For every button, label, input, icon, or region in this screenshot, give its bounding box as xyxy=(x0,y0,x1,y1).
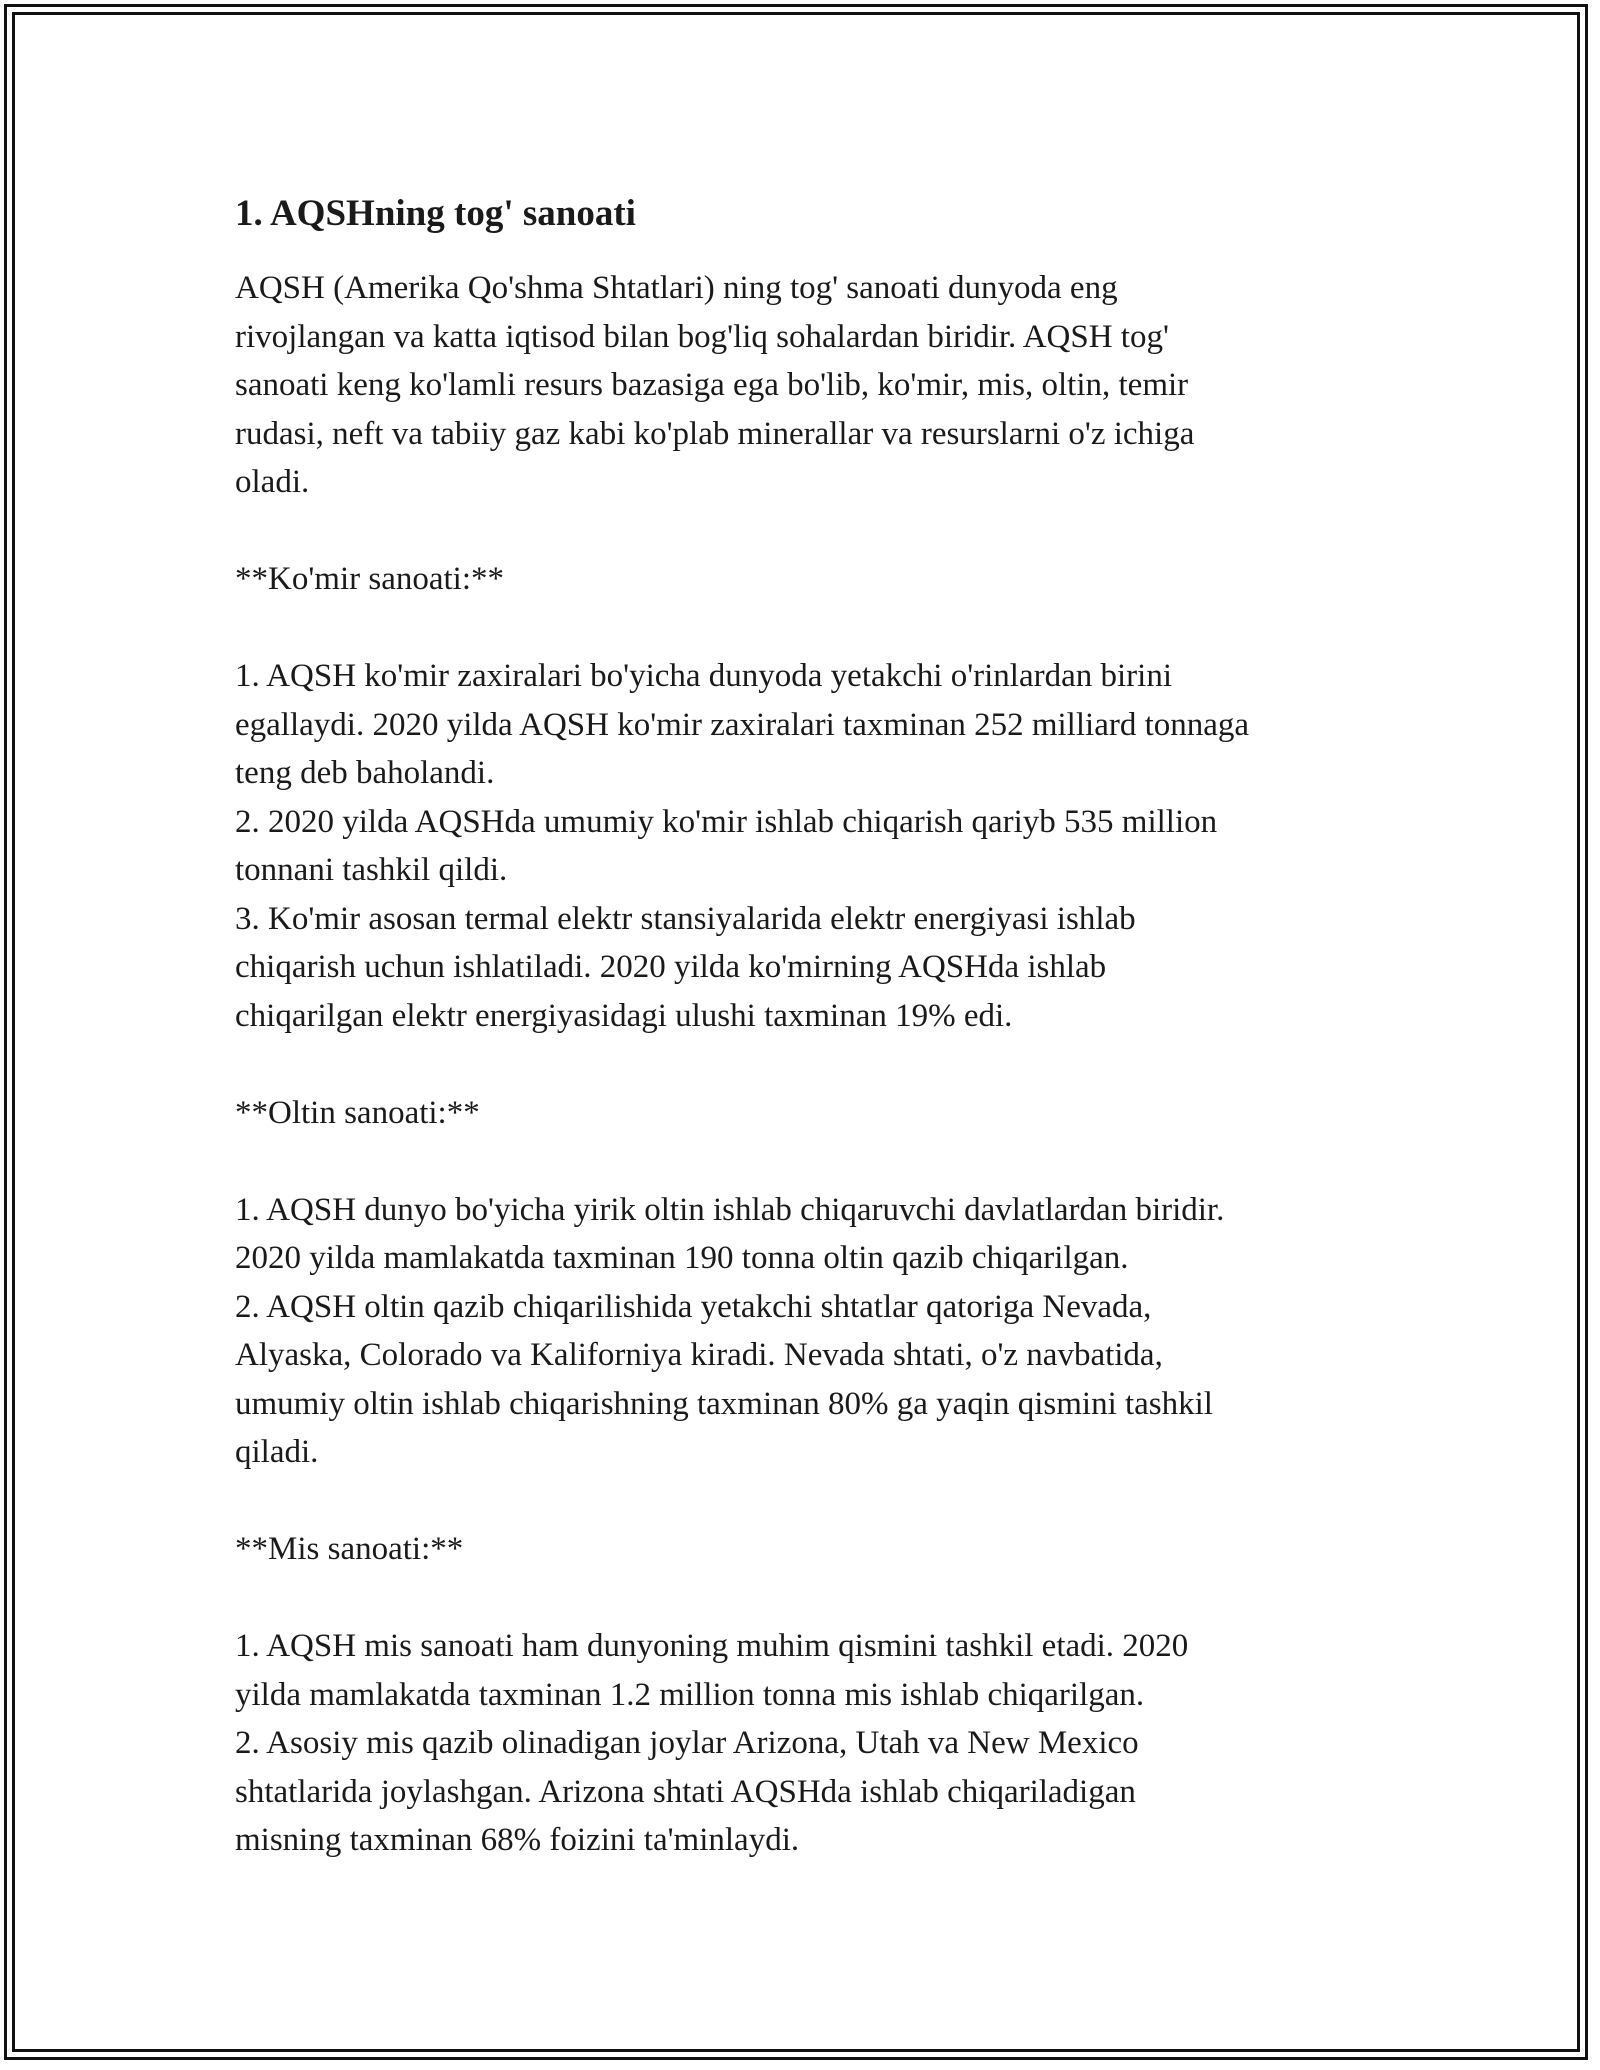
section-heading: **Mis sanoati:** xyxy=(235,1531,464,1567)
intro-line: oladi. xyxy=(235,464,310,500)
section-line: egallaydi. 2020 yilda AQSH ko'mir zaxiralari taxminan 252 milliard tonnaga xyxy=(235,706,1250,743)
section-line: yilda mamlakatda taxminan 1.2 million tonna mis ishlab chiqarilgan. xyxy=(235,1676,1145,1713)
blank-line xyxy=(235,1477,1385,1526)
section-line: 2. AQSH oltin qazib chiqarilishida yetakchi shtatlar qatoriga Nevada, xyxy=(235,1288,1152,1325)
section-gold xyxy=(235,1089,1385,1477)
section-line: shtatlarida joylashgan. Arizona shtati AQSHda ishlab chiqariladigan xyxy=(235,1773,1136,1810)
section-line: chiqarish uchun ishlatiladi. 2020 yilda ko'mirning AQSHda ishlab xyxy=(235,949,1107,985)
document-body xyxy=(235,186,1385,1865)
section-line: 1. AQSH ko'mir zaxiralari bo'yicha dunyoda yetakchi o'rinlardan birini xyxy=(235,658,1173,694)
section-line: 1. AQSH dunyo bo'yicha yirik oltin ishlab chiqaruvchi davlatlardan biridir. xyxy=(235,1191,1225,1228)
section-line: chiqarilgan elektr energiyasidagi ulushi taxminan 19% edi. xyxy=(235,997,1013,1034)
section-line: teng deb baholandi. xyxy=(235,755,495,791)
section-line: 2. Asosiy mis qazib olinadigan joylar Arizona, Utah va New Mexico xyxy=(235,1725,1139,1761)
section-line: umumiy oltin ishlab chiqarishning taxminan 80% ga yaqin qismini tashkil xyxy=(235,1385,1213,1422)
intro-line: rudasi, neft va tabiiy gaz kabi ko'plab minerallar va resurslarni o'z ichiga xyxy=(235,415,1195,452)
intro-line: AQSH (Amerika Qo'shma Shtatlari) ning tog' sanoati dunyoda eng xyxy=(235,270,1118,306)
section-line: 3. Ko'mir asosan termal elektr stansiyalarida elektr energiyasi ishlab xyxy=(235,900,1136,937)
blank-line xyxy=(235,507,1385,556)
blank-line xyxy=(235,1040,1385,1089)
section-line: 2020 yilda mamlakatda taxminan 190 tonna oltin qazib chiqarilgan. xyxy=(235,1240,1129,1276)
section-heading: **Ko'mir sanoati:** xyxy=(235,561,504,597)
section-line: misning taxminan 68% foizini ta'minlaydi. xyxy=(235,1822,800,1858)
blank-line xyxy=(235,604,1385,653)
section-copper xyxy=(235,1525,1385,1865)
section-coal xyxy=(235,555,1385,1040)
intro-line: sanoati keng ko'lamli resurs bazasiga ega bo'lib, ko'mir, mis, oltin, temir xyxy=(235,367,1189,403)
section-line: 2. 2020 yilda AQSHda umumiy ko'mir ishlab chiqarish qariyb 535 million xyxy=(235,803,1218,840)
section-line: tonnani tashkil qildi. xyxy=(235,852,508,888)
intro-line: rivojlangan va katta iqtisod bilan bog'liq sohalardan biridir. AQSH tog' xyxy=(235,318,1169,355)
section-line: Alyaska, Colorado va Kaliforniya kiradi. Nevada shtati, o'z navbatida, xyxy=(235,1337,1163,1373)
blank-line xyxy=(235,1574,1385,1623)
section-line: qiladi. xyxy=(235,1434,319,1470)
blank-line xyxy=(235,1137,1385,1186)
section-line: 1. AQSH mis sanoati ham dunyoning muhim qismini tashkil etadi. 2020 xyxy=(235,1628,1189,1664)
document-title: 1. AQSHning tog' sanoati xyxy=(235,193,636,234)
intro-paragraph xyxy=(235,264,1385,507)
section-heading: **Oltin sanoati:** xyxy=(235,1094,480,1131)
